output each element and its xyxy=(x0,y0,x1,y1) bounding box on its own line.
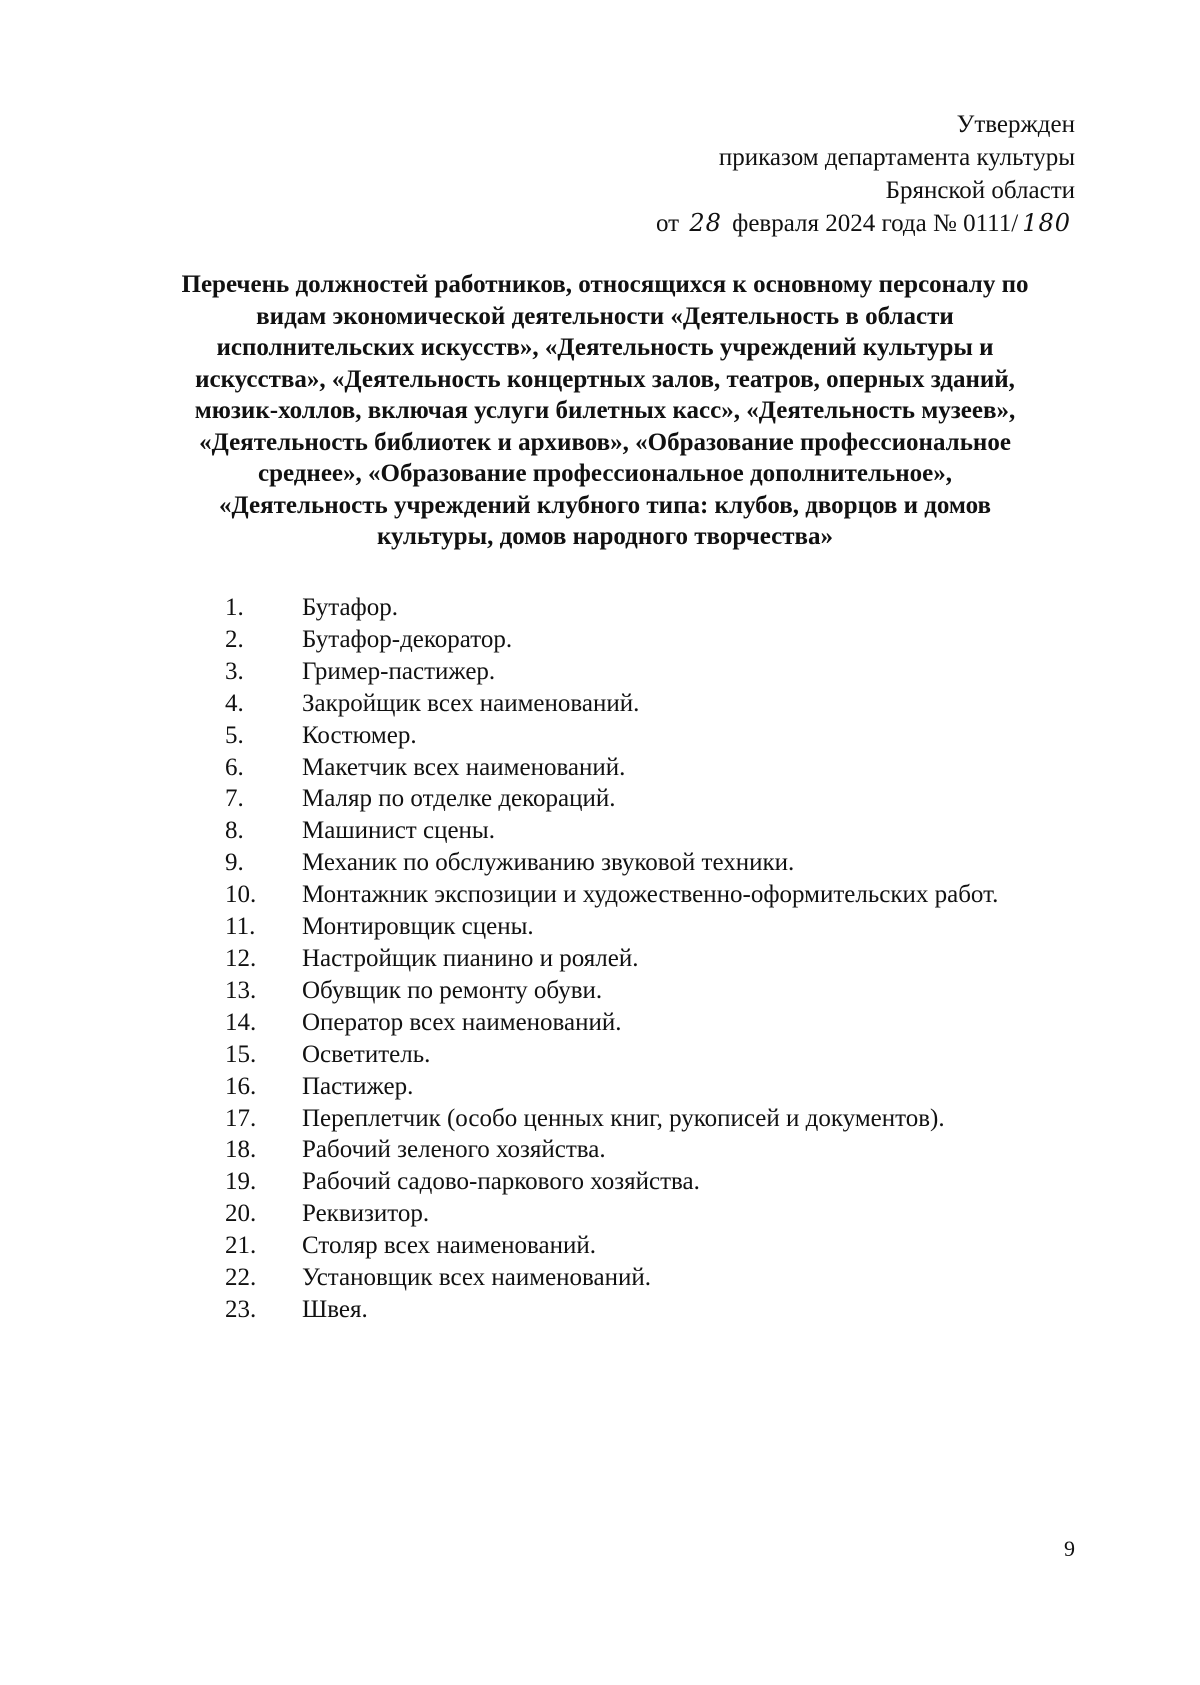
list-item xyxy=(225,1039,998,1071)
list-item xyxy=(225,624,998,656)
title-line: «Деятельность учреждений клубного типа: клубов, дворцов и домов xyxy=(218,491,992,519)
list-item xyxy=(225,1071,998,1103)
item-text: Монтировщик сцены. xyxy=(302,913,534,941)
item-number: 14. xyxy=(225,1008,257,1036)
item-number: 3. xyxy=(225,657,244,685)
item-text: Столяр всех наименований. xyxy=(302,1232,597,1260)
title-line: видам экономической деятельности «Деятельность в области xyxy=(256,302,954,330)
list-item xyxy=(225,720,998,752)
item-number: 16. xyxy=(225,1072,257,1100)
title-line: Перечень должностей работников, относящихся к основному персоналу по xyxy=(181,271,1029,298)
approval-date-line xyxy=(656,207,1075,240)
list-item xyxy=(225,752,998,784)
title-line: культуры, домов народного творчества» xyxy=(377,523,833,550)
item-text: Закройщик всех наименований. xyxy=(302,689,640,717)
item-text: Швея. xyxy=(302,1295,368,1323)
list-item xyxy=(225,1230,998,1262)
list-item xyxy=(225,1134,998,1166)
item-text: Маляр по отделке декораций. xyxy=(302,785,616,813)
item-text: Механик по обслуживанию звуковой техники. xyxy=(302,849,795,877)
list-item xyxy=(225,1294,998,1326)
positions-list xyxy=(225,592,998,1326)
item-number: 2. xyxy=(225,625,244,653)
item-number: 18. xyxy=(225,1136,257,1164)
item-text: Настройщик пианино и роялей. xyxy=(302,944,639,972)
list-item xyxy=(225,1166,998,1198)
item-text: Бутафор. xyxy=(302,594,399,621)
handwritten-day: 28 xyxy=(689,209,722,237)
item-text: Костюмер. xyxy=(302,721,417,749)
list-item xyxy=(225,1007,998,1039)
item-number: 13. xyxy=(225,976,257,1004)
item-text: Машинист сцены. xyxy=(302,817,495,845)
item-text: Оператор всех наименований. xyxy=(302,1008,622,1036)
date-prefix: от xyxy=(655,210,680,237)
item-text: Рабочий зеленого хозяйства. xyxy=(302,1136,606,1164)
approval-region-line: Брянской области xyxy=(885,177,1075,204)
item-number: 10. xyxy=(225,881,257,909)
list-item xyxy=(225,1262,998,1294)
item-number: 5. xyxy=(225,721,244,749)
title-line: исполнительских искусств», «Деятельность учреждений культуры и xyxy=(216,334,994,361)
item-number: 6. xyxy=(225,753,244,781)
list-item xyxy=(225,592,998,624)
title-line: «Деятельность библиотек и архивов», «Образование профессиональное xyxy=(199,428,1011,456)
item-text: Реквизитор. xyxy=(302,1200,430,1228)
list-item xyxy=(225,783,998,815)
item-number: 15. xyxy=(225,1040,257,1068)
item-text: Пастижер. xyxy=(302,1072,414,1100)
item-text: Осветитель. xyxy=(302,1040,431,1068)
item-text: Гример-пастижер. xyxy=(302,657,496,685)
item-text: Рабочий садово-паркового хозяйства. xyxy=(302,1168,700,1196)
list-item xyxy=(225,975,998,1007)
list-item xyxy=(225,815,998,847)
item-number: 17. xyxy=(225,1104,257,1132)
page-number: 9 xyxy=(1064,1536,1075,1561)
approval-block xyxy=(656,108,1075,240)
list-item xyxy=(225,911,998,943)
handwritten-order-number: 180 xyxy=(1022,209,1071,237)
item-number: 9. xyxy=(225,849,244,877)
item-number: 4. xyxy=(225,689,244,717)
item-number: 7. xyxy=(225,785,244,813)
item-number: 21. xyxy=(225,1232,257,1260)
list-item xyxy=(225,943,998,975)
list-item xyxy=(225,1103,998,1135)
list-item xyxy=(225,688,998,720)
title-line: среднее», «Образование профессиональное дополнительное», xyxy=(258,460,952,487)
item-text: Обувщик по ремонту обуви. xyxy=(302,976,603,1004)
list-item xyxy=(225,656,998,688)
item-number: 8. xyxy=(225,817,244,845)
item-number: 23. xyxy=(225,1295,257,1323)
item-number: 19. xyxy=(225,1168,257,1196)
item-number: 20. xyxy=(225,1200,257,1228)
approval-order-line: приказом департамента культуры xyxy=(718,144,1075,171)
item-text: Установщик всех наименований. xyxy=(302,1264,652,1292)
item-number: 11. xyxy=(225,913,256,941)
item-text: Монтажник экспозиции и художественно-оформительских работ. xyxy=(302,881,999,909)
item-text: Макетчик всех наименований. xyxy=(302,753,626,781)
document-title xyxy=(140,269,1070,553)
list-item xyxy=(225,847,998,879)
item-number: 1. xyxy=(225,594,244,621)
list-item xyxy=(225,879,998,911)
title-line: искусства», «Деятельность концертных залов, театров, оперных зданий, xyxy=(195,365,1015,393)
item-number: 22. xyxy=(225,1264,257,1292)
item-text: Переплетчик (особо ценных книг, рукописей и документов). xyxy=(302,1104,945,1132)
list-item xyxy=(225,1198,998,1230)
title-line: мюзик-холлов, включая услуги билетных касс», «Деятельность музеев», xyxy=(194,397,1016,424)
item-text: Бутафор-декоратор. xyxy=(302,625,513,653)
date-rest: февраля 2024 года № 0111/ xyxy=(732,210,1019,237)
item-number: 12. xyxy=(225,944,257,972)
approval-heading: Утвержден xyxy=(956,111,1075,138)
